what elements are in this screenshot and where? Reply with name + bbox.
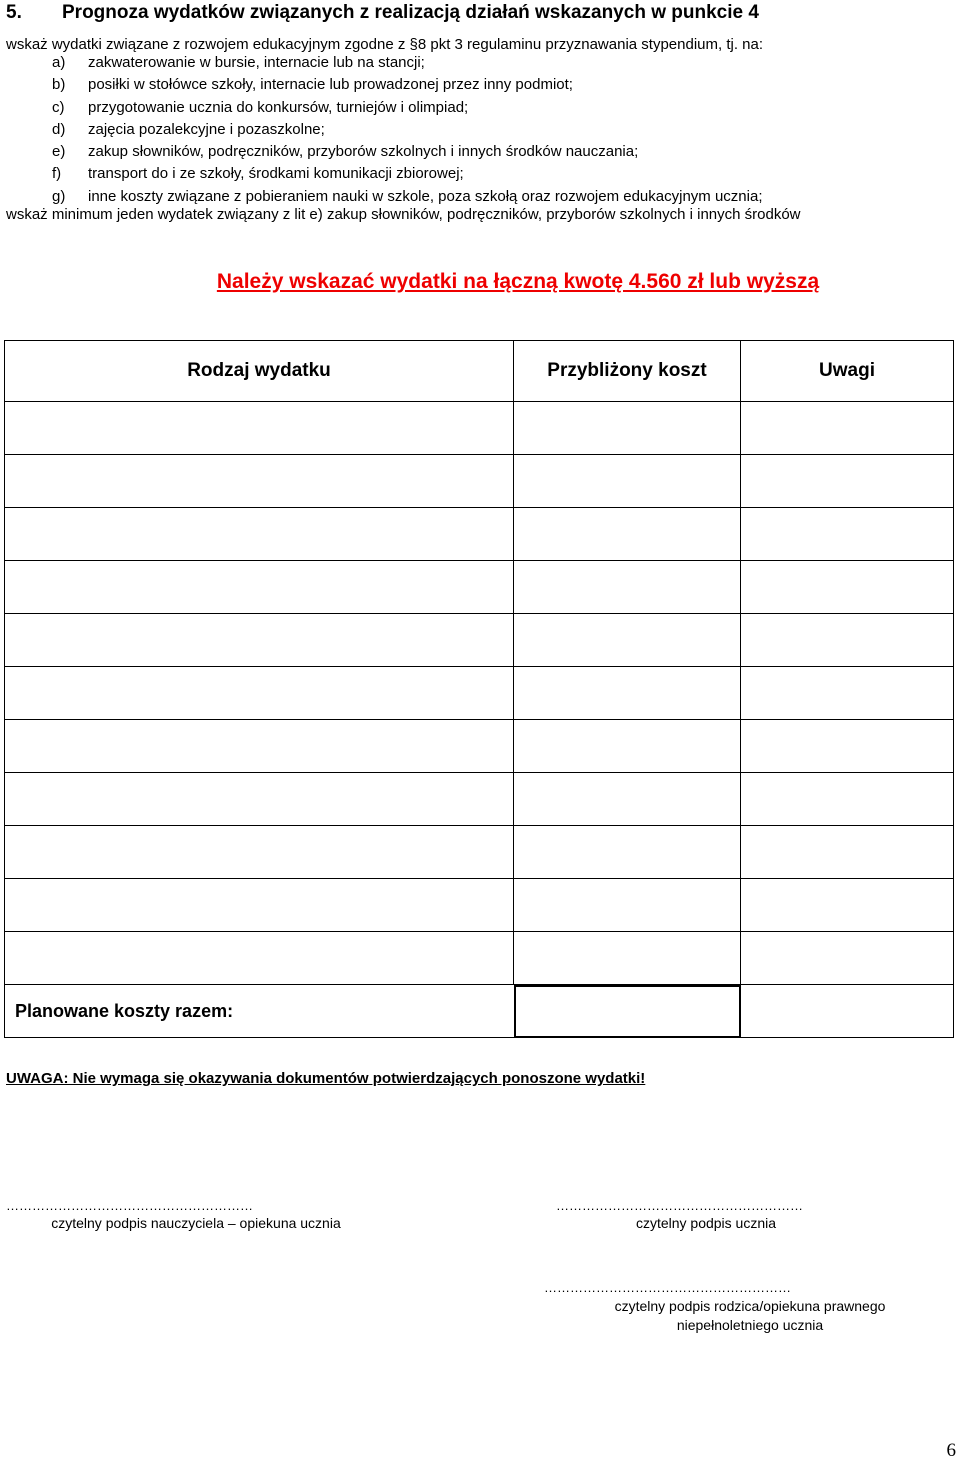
expense-type-cell[interactable] [5,614,514,667]
list-item-letter: c) [52,98,65,116]
expense-type-cell[interactable] [5,561,514,614]
list-item [52,119,762,141]
cost-cell[interactable] [514,879,741,932]
total-cost-box[interactable] [514,985,741,1038]
signature-line-student[interactable]: ………………………………………………… [556,1198,803,1213]
notes-cell[interactable] [741,826,954,879]
list-item-text: zakwaterowanie w bursie, internacie lub na stancji; [88,54,425,71]
cost-cell[interactable] [514,614,741,667]
list-item [52,163,762,185]
minimum-expense-note: wskaż minimum jeden wydatek związany z lit e) zakup słowników, podręczników, przyborów szkolnych i innych środków [6,206,801,223]
section-title: Prognoza wydatków związanych z realizacją działań wskazanych w punkcie 4 [62,2,759,23]
cost-cell[interactable] [514,720,741,773]
cost-cell[interactable] [514,402,741,455]
section-number: 5. [6,2,22,23]
table-row [5,879,954,932]
cost-cell[interactable] [514,667,741,720]
list-item [52,52,762,74]
notes-cell[interactable] [741,720,954,773]
list-item-letter: a) [52,54,66,71]
list-item-text: inne koszty związane z pobieraniem nauki w szkole, poza szkołą oraz rozwojem edukacyjnym ucznia; [88,187,763,205]
signature-label-parent: czytelny podpis rodzica/opiekuna prawnego [614,1298,886,1314]
section-heading [6,2,759,24]
notes-cell[interactable] [741,773,954,826]
table-row [5,561,954,614]
signature-line-parent[interactable]: ………………………………………………… [544,1280,791,1295]
table-row [5,402,954,455]
notes-cell[interactable] [741,508,954,561]
table-row [5,614,954,667]
expense-type-cell[interactable] [5,402,514,455]
expense-type-cell[interactable] [5,879,514,932]
expense-table [4,340,954,1038]
list-item-letter: f) [52,165,62,183]
header-expense-type: Rodzaj wydatku [5,341,514,402]
signature-line-teacher[interactable]: ………………………………………………… [6,1198,253,1213]
list-item-text: transport do i ze szkoły, środkami komunikacji zbiorowej; [88,165,464,183]
notes-cell[interactable] [741,614,954,667]
cost-cell[interactable] [514,773,741,826]
notes-cell[interactable] [741,402,954,455]
notes-cell[interactable] [741,879,954,932]
cost-cell[interactable] [514,455,741,508]
expense-type-cell[interactable] [5,826,514,879]
notes-cell[interactable] [741,455,954,508]
list-item-letter: d) [52,120,66,138]
notes-cell[interactable] [741,932,954,985]
list-item-text: zakup słowników, podręczników, przyborów szkolnych i innych środków nauczania; [88,143,639,161]
table-row [5,667,954,720]
cost-cell[interactable] [514,826,741,879]
list-item [52,97,762,119]
notes-cell[interactable] [741,667,954,720]
notes-cell[interactable] [741,561,954,614]
expense-type-cell[interactable] [5,455,514,508]
table-row [5,932,954,985]
cost-cell[interactable] [514,561,741,614]
intro-text: wskaż wydatki związane z rozwojem edukacyjnym zgodne z §8 pkt 3 regulaminu przyznawania stypendium, tj. na: [6,36,764,53]
table-row [5,773,954,826]
table-row [5,455,954,508]
total-label: Planowane koszty razem: [5,985,514,1038]
cost-cell[interactable] [514,932,741,985]
required-amount-warning: Należy wskazać wydatki na łączną kwotę 4.560 zł lub wyższą [216,270,820,293]
cost-cell[interactable] [514,508,741,561]
expense-type-cell[interactable] [5,932,514,985]
signature-label-teacher: czytelny podpis nauczyciela – opiekuna ucznia [51,1215,341,1231]
list-item [52,74,762,96]
list-item [52,141,762,163]
header-notes: Uwagi [741,341,954,402]
list-item-text: przygotowanie ucznia do konkursów, turniejów i olimpiad; [88,98,469,116]
uwaga-note: UWAGA: Nie wymaga się okazywania dokumentów potwierdzających ponoszone wydatki! [6,1070,646,1087]
table-row [5,826,954,879]
expense-categories-list [52,52,762,208]
expense-type-cell[interactable] [5,508,514,561]
list-item-letter: b) [52,76,66,94]
signature-label-student: czytelny podpis ucznia [635,1215,777,1231]
header-approx-cost: Przybliżony koszt [514,341,741,402]
table-row [5,508,954,561]
page-number: 6 [946,1440,956,1461]
signature-label-parent-line2: niepełnoletniego ucznia [676,1317,824,1333]
list-item-text: posiłki w stołówce szkoły, internacie lub prowadzonej przez inny podmiot; [88,76,573,94]
total-notes-cell [741,985,954,1038]
list-item-letter: e) [52,143,66,161]
expense-type-cell[interactable] [5,667,514,720]
expense-type-cell[interactable] [5,773,514,826]
table-total-row [5,985,954,1038]
expense-type-cell[interactable] [5,720,514,773]
list-item-text: zajęcia pozalekcyjne i pozaszkolne; [88,120,325,138]
table-row [5,720,954,773]
table-header-row [5,341,954,402]
list-item-letter: g) [52,187,66,205]
